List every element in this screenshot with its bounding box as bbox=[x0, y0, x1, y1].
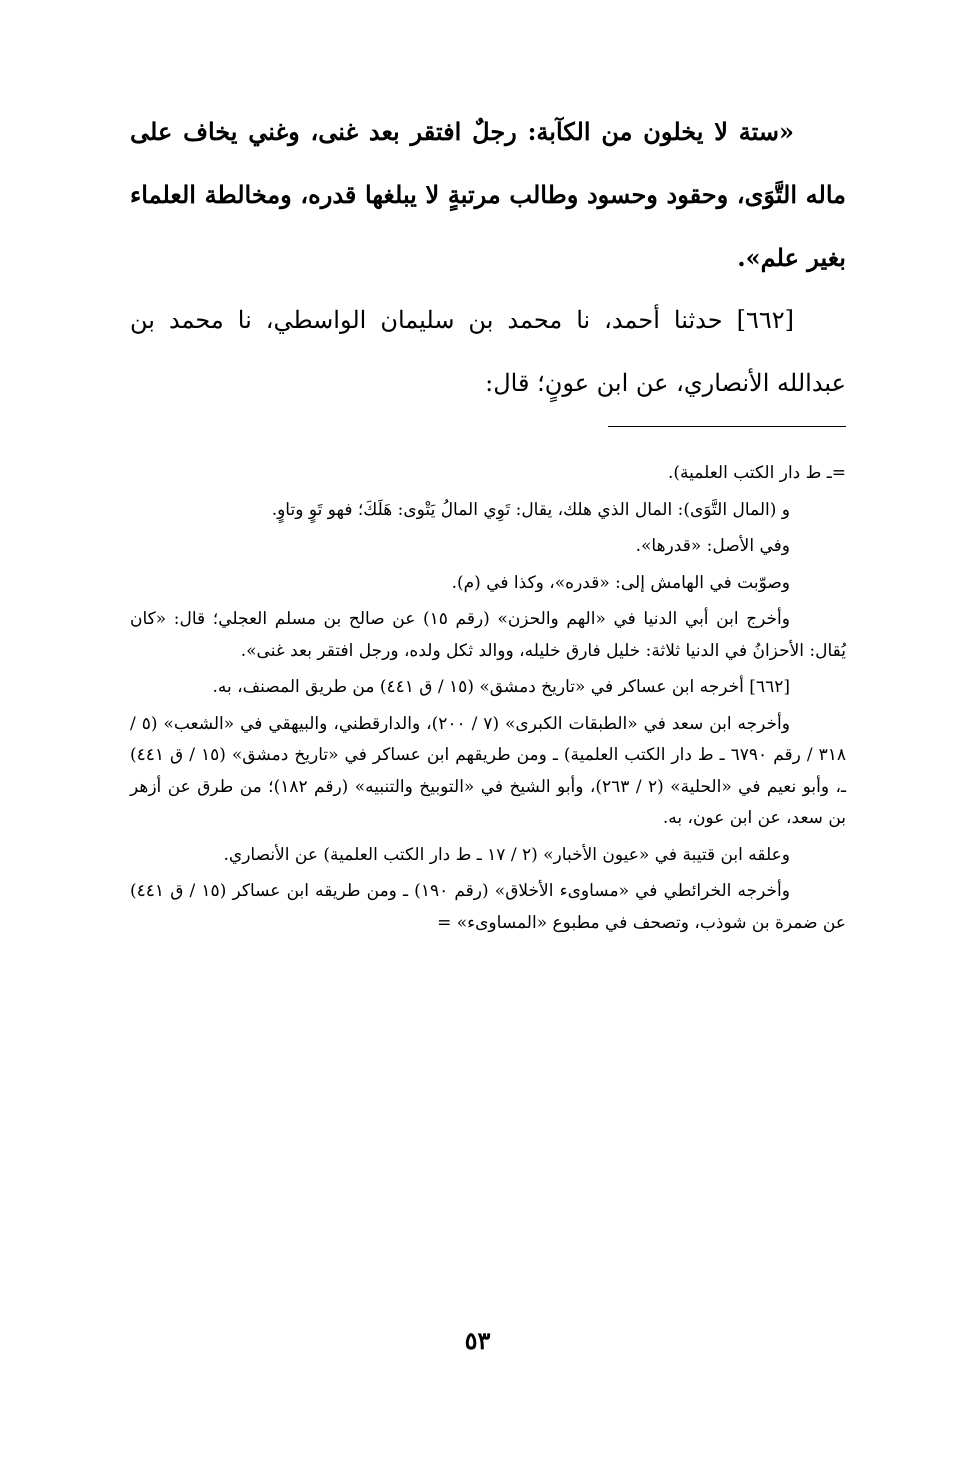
main-text bbox=[130, 100, 846, 415]
quoted-saying: «ستة لا يخلون من الكآبة: رجلٌ افتقر بعد غنى، وغني يخاف على ماله التَّوَى، وحقود وحسود وطالب مرتبةٍ لا يبلغها قدره، ومخالطة العلماء بغير علم». bbox=[130, 117, 846, 272]
footnote-separator bbox=[608, 426, 846, 427]
footnote-line: و (المال التَّوَى): المال الذي هلك، يقال: تَوِي المالُ يَتْوى: هَلَكَ؛ فهو تَوٍ وتاوٍ. bbox=[271, 499, 790, 520]
hadith-number: [٦٦٢] bbox=[736, 306, 794, 334]
footnote-line: وصوّبت في الهامش إلى: «قدره»، وكذا في (م). bbox=[451, 572, 790, 593]
hadith-text: حدثنا أحمد، نا محمد بن سليمان الواسطي، نا محمد بن عبدالله الأنصاري، عن ابن عونٍ؛ قال: bbox=[130, 306, 846, 397]
footnote-line: وأخرجه ابن سعد في «الطبقات الكبرى» (٧ / ٢٠٠)، والدارقطني، والبيهقي في «الشعب» (٥ / ٣١٨ / رقم ٦٧٩٠ ـ ط دار الكتب العلمية) ـ ومن طريقهم ابن عساكر في «تاريخ دمشق» (١٥ / ق ٤٤١) ـ، وأبو نعيم في «الحلية» (٢ / ٢٦٣)، وأبو الشيخ في «التوبيخ والتنبيه» (رقم ١٨٢)؛ من طرق عن أزهر بن سعد، عن ابن عون، به. bbox=[130, 713, 846, 828]
footnote-line: وأخرجه الخرائطي في «مساوىء الأخلاق» (رقم ١٩٠) ـ ومن طريقه ابن عساكر (١٥ / ق ٤٤١) عن ضمرة بن شوذب، وتصحف في مطبوع «المساوىء» = bbox=[130, 881, 846, 933]
hadith-paragraph bbox=[130, 289, 846, 415]
footnotes bbox=[130, 458, 846, 944]
footnote-line: وعلقه ابن قتيبة في «عيون الأخبار» (٢ / ١٧ ـ ط دار الكتب العلمية) عن الأنصاري. bbox=[223, 844, 790, 865]
footnote-line: [٦٦٢] أخرجه ابن عساكر في «تاريخ دمشق» (١٥ / ق ٤٤١) من طريق المصنف، به. bbox=[212, 677, 790, 697]
footnote-line: وفي الأصل: «قدرها». bbox=[635, 536, 790, 556]
footnote-line: =ـ ط دار الكتب العلمية). bbox=[667, 463, 846, 483]
page-number: ٥٣ bbox=[464, 1326, 491, 1355]
footnote-line: وأخرج ابن أبي الدنيا في «الهم والحزن» (رقم ١٥) عن صالح بن مسلم العجلي؛ قال: «كان يُقال: الأحزانُ في الدنيا ثلاثة: خليل فارق خليله، ووالد ثكل ولده، ورجل افتقر بعد غنى». bbox=[130, 609, 846, 661]
